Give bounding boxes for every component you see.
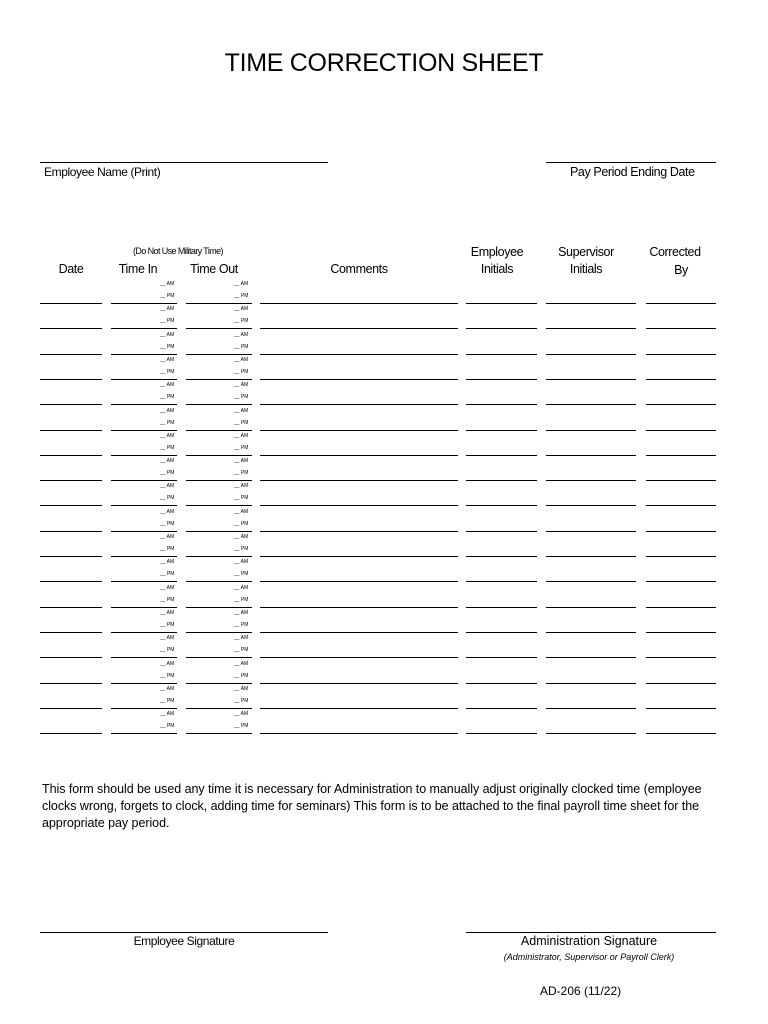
- time-in-am-label: __ AM: [160, 408, 175, 414]
- employee-name-field[interactable]: [40, 162, 328, 163]
- correction-row: [0, 279, 768, 304]
- time-in-pm-label: __ PM: [160, 546, 175, 552]
- time-out-header: Time Out: [190, 262, 238, 276]
- correction-row: [0, 406, 768, 431]
- pay-period-field[interactable]: [546, 162, 716, 163]
- supervisor-initials-header-2: Initials: [569, 262, 603, 276]
- time-in-am-label: __ AM: [160, 458, 175, 464]
- form-code: AD-206 (11/22): [540, 984, 622, 998]
- time-in-header: Time In: [118, 262, 158, 276]
- time-in-am-label: __ AM: [160, 686, 175, 692]
- time-out-am-label: __ AM: [234, 635, 249, 641]
- comments-field[interactable]: [260, 328, 458, 329]
- correction-row: [0, 709, 768, 734]
- employee-signature-label: Employee Signature: [133, 934, 235, 948]
- correction-row: [0, 659, 768, 684]
- comments-field[interactable]: [260, 733, 458, 734]
- time-in-am-label: __ AM: [160, 585, 175, 591]
- time-in-am-label: __ AM: [160, 661, 175, 667]
- time-in-am-label: __ AM: [160, 281, 175, 287]
- time-in-am-label: __ AM: [160, 433, 175, 439]
- time-in-pm-label: __ PM: [160, 394, 175, 400]
- time-out-pm-label: __ PM: [234, 293, 249, 299]
- supervisor-initials-field[interactable]: [546, 733, 636, 734]
- time-out-pm-label: __ PM: [234, 698, 249, 704]
- time-in-pm-label: __ PM: [160, 673, 175, 679]
- form-title: TIME CORRECTION SHEET: [224, 49, 544, 77]
- date-field[interactable]: [40, 581, 102, 582]
- correction-row: [0, 431, 768, 456]
- correction-row: [0, 380, 768, 405]
- time-out-am-label: __ AM: [234, 281, 249, 287]
- time-out-am-label: __ AM: [234, 408, 249, 414]
- time-out-pm-label: __ PM: [234, 597, 249, 603]
- employee-signature-line[interactable]: [40, 932, 328, 933]
- time-out-am-label: __ AM: [234, 483, 249, 489]
- employee-initials-field[interactable]: [466, 404, 537, 405]
- time-in-pm-label: __ PM: [160, 495, 175, 501]
- time-out-pm-label: __ PM: [234, 470, 249, 476]
- date-field[interactable]: [40, 733, 102, 734]
- time-in-pm-label: __ PM: [160, 445, 175, 451]
- time-in-field[interactable]: [111, 404, 177, 405]
- time-out-am-label: __ AM: [234, 559, 249, 565]
- employee-initials-header-1: Employee: [470, 245, 524, 259]
- time-in-am-label: __ AM: [160, 306, 175, 312]
- supervisor-initials-field[interactable]: [546, 505, 636, 506]
- time-out-field[interactable]: [186, 581, 252, 582]
- time-out-field[interactable]: [186, 657, 252, 658]
- correction-row: [0, 532, 768, 557]
- time-in-field[interactable]: [111, 505, 177, 506]
- time-out-field[interactable]: [186, 328, 252, 329]
- time-in-am-label: __ AM: [160, 509, 175, 515]
- time-in-pm-label: __ PM: [160, 369, 175, 375]
- time-out-am-label: __ AM: [234, 509, 249, 515]
- time-out-am-label: __ AM: [234, 585, 249, 591]
- time-out-am-label: __ AM: [234, 332, 249, 338]
- instructions-text: This form should be used any time it is necessary for Administration to manually adjust originally clocked time (employee clocks wrong, forgets to clock, adding time for seminars) This form is to be attached to the final payroll time sheet for the appropriate pay period.: [42, 782, 702, 830]
- corrected-by-field[interactable]: [646, 657, 716, 658]
- time-out-am-label: __ AM: [234, 306, 249, 312]
- corrected-by-header-1: Corrected: [649, 245, 701, 259]
- time-in-am-label: __ AM: [160, 332, 175, 338]
- time-in-pm-label: __ PM: [160, 420, 175, 426]
- time-out-pm-label: __ PM: [234, 394, 249, 400]
- time-out-am-label: __ AM: [234, 458, 249, 464]
- time-out-pm-label: __ PM: [234, 318, 249, 324]
- time-in-pm-label: __ PM: [160, 293, 175, 299]
- time-out-field[interactable]: [186, 733, 252, 734]
- supervisor-initials-field[interactable]: [546, 657, 636, 658]
- comments-field[interactable]: [260, 505, 458, 506]
- correction-row: [0, 355, 768, 380]
- time-out-field[interactable]: [186, 404, 252, 405]
- time-in-field[interactable]: [111, 328, 177, 329]
- employee-name-label: Employee Name (Print): [44, 165, 161, 179]
- correction-row: [0, 583, 768, 608]
- correction-row: [0, 304, 768, 329]
- time-out-pm-label: __ PM: [234, 571, 249, 577]
- date-field[interactable]: [40, 505, 102, 506]
- time-in-pm-label: __ PM: [160, 571, 175, 577]
- time-out-pm-label: __ PM: [234, 723, 249, 729]
- supervisor-initials-field[interactable]: [546, 581, 636, 582]
- time-out-pm-label: __ PM: [234, 420, 249, 426]
- time-in-pm-label: __ PM: [160, 344, 175, 350]
- supervisor-initials-field[interactable]: [546, 328, 636, 329]
- time-in-pm-label: __ PM: [160, 647, 175, 653]
- correction-row: [0, 557, 768, 582]
- correction-row: [0, 330, 768, 355]
- supervisor-initials-field[interactable]: [546, 404, 636, 405]
- date-header: Date: [58, 262, 84, 276]
- employee-initials-field[interactable]: [466, 657, 537, 658]
- time-in-am-label: __ AM: [160, 559, 175, 565]
- time-in-field[interactable]: [111, 581, 177, 582]
- time-in-am-label: __ AM: [160, 711, 175, 717]
- time-in-am-label: __ AM: [160, 610, 175, 616]
- pay-period-label: Pay Period Ending Date: [570, 165, 695, 179]
- employee-initials-field[interactable]: [466, 733, 537, 734]
- corrected-by-field[interactable]: [646, 581, 716, 582]
- time-out-pm-label: __ PM: [234, 344, 249, 350]
- admin-signature-note: (Administrator, Supervisor or Payroll Clerk): [503, 952, 675, 962]
- time-out-am-label: __ AM: [234, 382, 249, 388]
- correction-row: [0, 684, 768, 709]
- time-out-am-label: __ AM: [234, 661, 249, 667]
- time-in-am-label: __ AM: [160, 534, 175, 540]
- time-in-pm-label: __ PM: [160, 470, 175, 476]
- time-in-pm-label: __ PM: [160, 622, 175, 628]
- corrected-by-field[interactable]: [646, 404, 716, 405]
- time-out-pm-label: __ PM: [234, 673, 249, 679]
- time-in-pm-label: __ PM: [160, 521, 175, 527]
- admin-signature-line[interactable]: [466, 932, 716, 933]
- time-out-pm-label: __ PM: [234, 546, 249, 552]
- time-in-am-label: __ AM: [160, 382, 175, 388]
- correction-row: [0, 608, 768, 633]
- corrected-by-field[interactable]: [646, 733, 716, 734]
- time-out-pm-label: __ PM: [234, 521, 249, 527]
- employee-initials-field[interactable]: [466, 328, 537, 329]
- time-in-am-label: __ AM: [160, 357, 175, 363]
- correction-row: [0, 633, 768, 658]
- time-out-am-label: __ AM: [234, 711, 249, 717]
- time-in-pm-label: __ PM: [160, 597, 175, 603]
- employee-initials-field[interactable]: [466, 505, 537, 506]
- time-out-pm-label: __ PM: [234, 647, 249, 653]
- date-field[interactable]: [40, 404, 102, 405]
- employee-initials-header-2: Initials: [480, 262, 514, 276]
- corrected-by-field[interactable]: [646, 328, 716, 329]
- admin-signature-label: Administration Signature: [520, 934, 658, 948]
- time-in-am-label: __ AM: [160, 483, 175, 489]
- date-field[interactable]: [40, 657, 102, 658]
- employee-initials-field[interactable]: [466, 581, 537, 582]
- corrected-by-field[interactable]: [646, 505, 716, 506]
- comments-field[interactable]: [260, 657, 458, 658]
- date-field[interactable]: [40, 328, 102, 329]
- comments-field[interactable]: [260, 404, 458, 405]
- correction-row: [0, 507, 768, 532]
- corrected-by-header-2: By: [674, 263, 688, 277]
- time-out-pm-label: __ PM: [234, 369, 249, 375]
- time-in-pm-label: __ PM: [160, 318, 175, 324]
- time-out-am-label: __ AM: [234, 357, 249, 363]
- time-out-am-label: __ AM: [234, 686, 249, 692]
- time-in-field[interactable]: [111, 733, 177, 734]
- time-in-pm-label: __ PM: [160, 698, 175, 704]
- time-in-field[interactable]: [111, 657, 177, 658]
- correction-row: [0, 481, 768, 506]
- comments-field[interactable]: [260, 581, 458, 582]
- time-out-am-label: __ AM: [234, 534, 249, 540]
- supervisor-initials-header-1: Supervisor: [558, 245, 614, 259]
- time-out-pm-label: __ PM: [234, 495, 249, 501]
- time-out-pm-label: __ PM: [234, 622, 249, 628]
- time-out-field[interactable]: [186, 505, 252, 506]
- time-out-am-label: __ AM: [234, 610, 249, 616]
- time-out-am-label: __ AM: [234, 433, 249, 439]
- correction-row: [0, 456, 768, 481]
- time-out-pm-label: __ PM: [234, 445, 249, 451]
- comments-header: Comments: [330, 262, 388, 276]
- time-in-am-label: __ AM: [160, 635, 175, 641]
- time-in-pm-label: __ PM: [160, 723, 175, 729]
- military-time-note: (Do Not Use Military Time): [133, 246, 223, 256]
